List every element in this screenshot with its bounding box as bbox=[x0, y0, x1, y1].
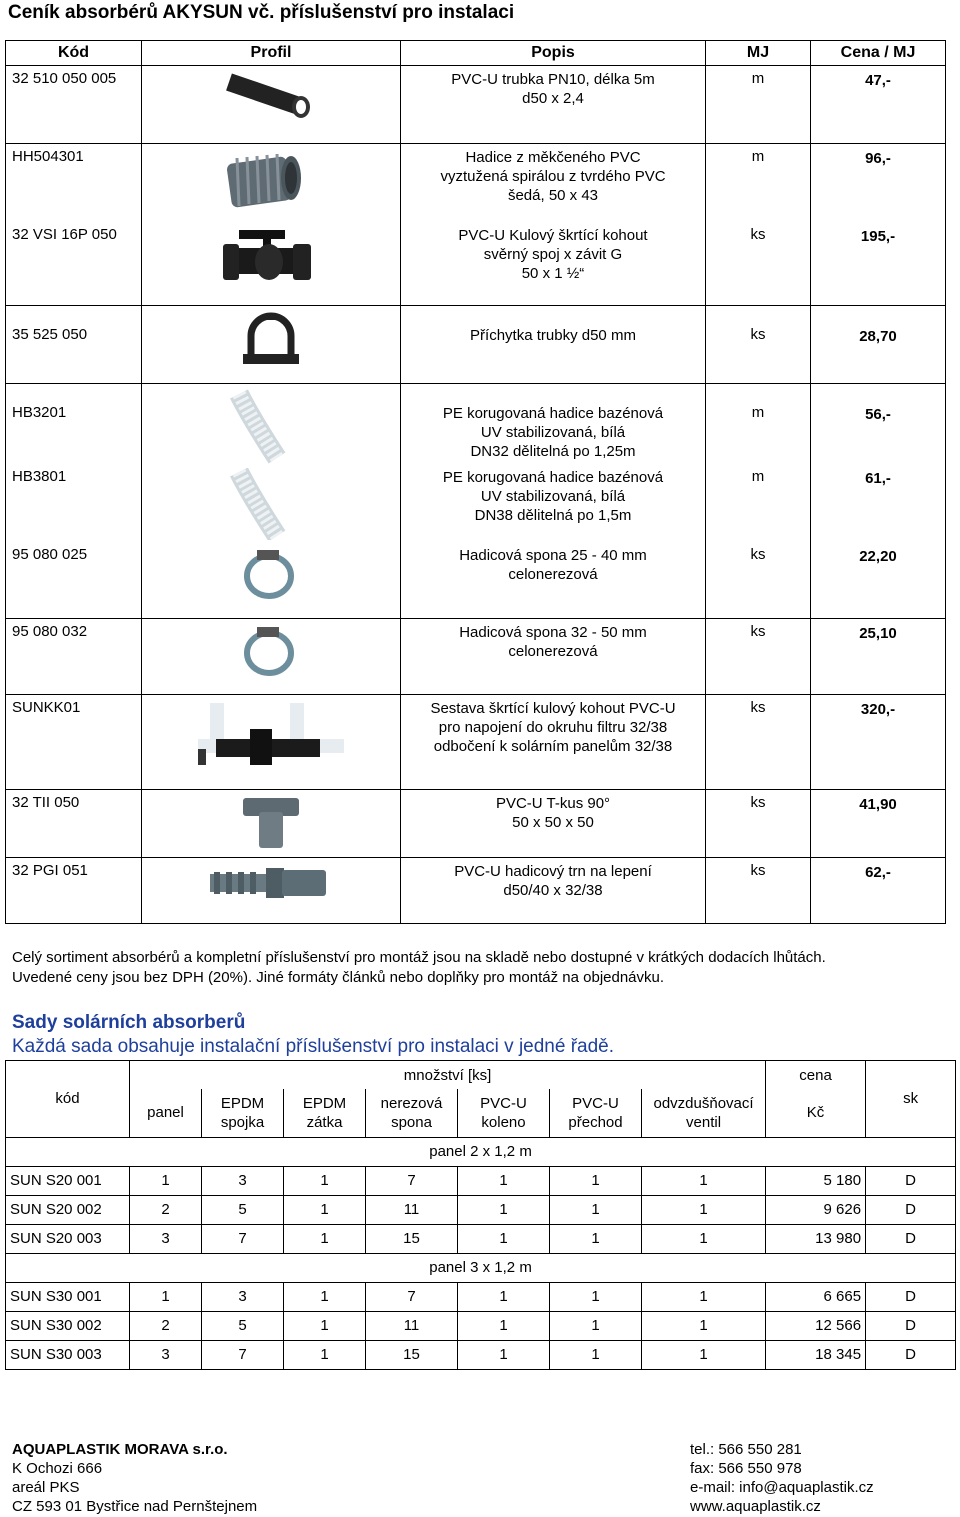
city: CZ 593 01 Bystřice nad Pernštejnem bbox=[12, 1498, 258, 1515]
set-code: SUN S30 002 bbox=[6, 1311, 130, 1340]
table-row bbox=[6, 66, 946, 144]
table-row bbox=[6, 857, 946, 923]
set-code: SUN S20 002 bbox=[6, 1195, 130, 1224]
group-label: panel 3 x 1,2 m bbox=[6, 1253, 956, 1282]
table-row bbox=[6, 1282, 956, 1311]
header-profil: Profil bbox=[142, 41, 401, 66]
cell: 1 bbox=[458, 1224, 550, 1253]
cell: 3 bbox=[130, 1224, 202, 1253]
set-price: 5 180 bbox=[766, 1166, 866, 1195]
cell: 1 bbox=[130, 1166, 202, 1195]
product-image bbox=[142, 306, 401, 384]
cell: 1 bbox=[284, 1282, 366, 1311]
unit: ks bbox=[706, 542, 811, 618]
group-label: panel 2 x 1,2 m bbox=[6, 1137, 956, 1166]
product-description: Hadicová spona 25 - 40 mm celonerezová bbox=[401, 542, 706, 618]
cell: 1 bbox=[642, 1195, 766, 1224]
cell: 1 bbox=[458, 1340, 550, 1369]
price: 62,- bbox=[811, 857, 946, 923]
cell: D bbox=[866, 1311, 956, 1340]
tee-fitting-icon bbox=[221, 794, 321, 852]
table-row bbox=[6, 1224, 956, 1253]
unit: ks bbox=[706, 789, 811, 857]
cell: 1 bbox=[550, 1224, 642, 1253]
cell: 1 bbox=[550, 1311, 642, 1340]
set-price: 6 665 bbox=[766, 1282, 866, 1311]
col-pvc-prechod: PVC-U přechod bbox=[550, 1089, 642, 1137]
table-row bbox=[6, 542, 946, 618]
product-description: PE korugovaná hadice bazénová UV stabilizovaná, bílá DN32 dělitelná po 1,25m bbox=[401, 384, 706, 465]
cell: D bbox=[866, 1195, 956, 1224]
cell: 1 bbox=[458, 1282, 550, 1311]
header-mj: MJ bbox=[706, 41, 811, 66]
cell: D bbox=[866, 1282, 956, 1311]
product-image bbox=[142, 384, 401, 465]
hose-clamp-icon bbox=[221, 623, 321, 681]
pipe-clip-icon bbox=[221, 310, 321, 372]
header-kc: Kč bbox=[766, 1089, 866, 1137]
availability-note: Celý sortiment absorbérů a kompletní příslušenství pro montáž jsou na skladě nebo dostupné v krátkých dodacích lhůtách. Uvedené ceny jsou bez DPH (20%). Jiné formáty článků nebo doplňky pro montáž na objednávku. bbox=[12, 949, 826, 986]
product-image bbox=[142, 464, 401, 542]
cell: 1 bbox=[284, 1224, 366, 1253]
product-image bbox=[142, 789, 401, 857]
set-code: SUN S20 001 bbox=[6, 1166, 130, 1195]
price: 320,- bbox=[811, 694, 946, 789]
set-price: 9 626 bbox=[766, 1195, 866, 1224]
email-link[interactable]: e-mail: info@aquaplastik.cz bbox=[690, 1479, 874, 1496]
table-row bbox=[6, 618, 946, 694]
unit: ks bbox=[706, 857, 811, 923]
sets-subtitle: Každá sada obsahuje instalační příslušenství pro instalaci v jedné řadě. bbox=[12, 1036, 615, 1057]
price: 195,- bbox=[811, 222, 946, 306]
cell: 1 bbox=[550, 1195, 642, 1224]
col-nerezova-spona: nerezová spona bbox=[366, 1089, 458, 1137]
table-row bbox=[6, 306, 946, 384]
unit: ks bbox=[706, 222, 811, 306]
product-description: Hadice z měkčeného PVC vyztužená spirálou z tvrdého PVC šedá, 50 x 43 bbox=[401, 144, 706, 222]
header-kod: kód bbox=[6, 1061, 130, 1138]
cell: D bbox=[866, 1224, 956, 1253]
cell: 3 bbox=[202, 1282, 284, 1311]
cell: 7 bbox=[366, 1166, 458, 1195]
cell: 1 bbox=[550, 1282, 642, 1311]
price: 96,- bbox=[811, 144, 946, 222]
table-row bbox=[6, 1340, 956, 1369]
cell: 11 bbox=[366, 1311, 458, 1340]
product-image bbox=[142, 694, 401, 789]
cell: 1 bbox=[458, 1195, 550, 1224]
set-price: 13 980 bbox=[766, 1224, 866, 1253]
cell: 7 bbox=[202, 1340, 284, 1369]
product-image bbox=[142, 542, 401, 618]
cell: 3 bbox=[202, 1166, 284, 1195]
table-row bbox=[6, 694, 946, 789]
header-sk: sk bbox=[866, 1061, 956, 1138]
col-epdm-zatka: EPDM zátka bbox=[284, 1089, 366, 1137]
product-code: 95 080 025 bbox=[6, 542, 142, 618]
set-code: SUN S20 003 bbox=[6, 1224, 130, 1253]
header-mnozstvi: množství [ks] bbox=[130, 1061, 766, 1090]
hose-clamp-icon bbox=[221, 546, 321, 604]
unit: ks bbox=[706, 694, 811, 789]
unit: m bbox=[706, 464, 811, 542]
gray-hose-icon bbox=[221, 148, 321, 214]
unit: ks bbox=[706, 306, 811, 384]
set-price: 12 566 bbox=[766, 1311, 866, 1340]
table-row bbox=[6, 144, 946, 222]
header-kod: Kód bbox=[6, 41, 142, 66]
product-description: PVC-U T-kus 90° 50 x 50 x 50 bbox=[401, 789, 706, 857]
product-image bbox=[142, 222, 401, 306]
header-cena: cena bbox=[766, 1061, 866, 1090]
cell: 1 bbox=[642, 1282, 766, 1311]
product-description: PVC-U hadicový trn na lepení d50/40 x 32/38 bbox=[401, 857, 706, 923]
cell: 1 bbox=[642, 1166, 766, 1195]
col-epdm-spojka: EPDM spojka bbox=[202, 1089, 284, 1137]
unit: m bbox=[706, 384, 811, 465]
unit: ks bbox=[706, 618, 811, 694]
cell: 1 bbox=[284, 1166, 366, 1195]
price: 56,- bbox=[811, 384, 946, 465]
product-code: 35 525 050 bbox=[6, 306, 142, 384]
header-popis: Popis bbox=[401, 41, 706, 66]
unit: m bbox=[706, 66, 811, 144]
hose-barb-icon bbox=[206, 862, 336, 908]
product-code: 32 TII 050 bbox=[6, 789, 142, 857]
product-image bbox=[142, 618, 401, 694]
product-description: Sestava škrtící kulový kohout PVC-U pro napojení do okruhu filtru 32/38 odbočení k solárním panelům 32/38 bbox=[401, 694, 706, 789]
cell: 5 bbox=[202, 1311, 284, 1340]
cell: 3 bbox=[130, 1340, 202, 1369]
company-contacts bbox=[690, 1440, 874, 1516]
cell: 1 bbox=[642, 1224, 766, 1253]
cell: 7 bbox=[366, 1282, 458, 1311]
unit: m bbox=[706, 144, 811, 222]
page-title: Ceník absorbérů AKYSUN vč. příslušenství pro instalaci bbox=[8, 2, 515, 23]
table-row bbox=[6, 384, 946, 465]
pipe-icon bbox=[221, 70, 321, 130]
product-image bbox=[142, 66, 401, 144]
cell: 1 bbox=[130, 1282, 202, 1311]
product-code: 32 PGI 051 bbox=[6, 857, 142, 923]
cell: 7 bbox=[202, 1224, 284, 1253]
product-code: 32 510 050 005 bbox=[6, 66, 142, 144]
cell: 1 bbox=[458, 1166, 550, 1195]
cell: 1 bbox=[284, 1195, 366, 1224]
sets-table bbox=[5, 1060, 956, 1370]
cell: 1 bbox=[458, 1311, 550, 1340]
price: 22,20 bbox=[811, 542, 946, 618]
cell: 15 bbox=[366, 1340, 458, 1369]
product-code: 32 VSI 16P 050 bbox=[6, 222, 142, 306]
fax: fax: 566 550 978 bbox=[690, 1460, 802, 1477]
col-panel: panel bbox=[130, 1089, 202, 1137]
product-description: PVC-U Kulový škrtící kohout svěrný spoj x závit G 50 x 1 ½“ bbox=[401, 222, 706, 306]
ball-valve-icon bbox=[221, 226, 321, 288]
product-code: SUNKK01 bbox=[6, 694, 142, 789]
table-row bbox=[6, 222, 946, 306]
header-cena: Cena / MJ bbox=[811, 41, 946, 66]
price-table bbox=[5, 40, 946, 924]
cell: 1 bbox=[642, 1340, 766, 1369]
table-row bbox=[6, 1166, 956, 1195]
cell: 15 bbox=[366, 1224, 458, 1253]
price: 47,- bbox=[811, 66, 946, 144]
website-link[interactable]: www.aquaplastik.cz bbox=[690, 1498, 821, 1515]
col-pvc-koleno: PVC-U koleno bbox=[458, 1089, 550, 1137]
company-address bbox=[12, 1440, 257, 1516]
valve-assembly-icon bbox=[196, 699, 346, 771]
cell: D bbox=[866, 1166, 956, 1195]
cell: 5 bbox=[202, 1195, 284, 1224]
product-code: HH504301 bbox=[6, 144, 142, 222]
product-description: PVC-U trubka PN10, délka 5m d50 x 2,4 bbox=[401, 66, 706, 144]
white-hose-icon bbox=[221, 388, 321, 464]
table-row bbox=[6, 1195, 956, 1224]
cell: 1 bbox=[642, 1311, 766, 1340]
cell: 1 bbox=[550, 1340, 642, 1369]
sets-title: Sady solárních absorberů bbox=[12, 1012, 246, 1033]
table-row bbox=[6, 464, 946, 542]
product-description: Hadicová spona 32 - 50 mm celonerezová bbox=[401, 618, 706, 694]
white-hose-icon bbox=[221, 468, 321, 540]
set-price: 18 345 bbox=[766, 1340, 866, 1369]
price: 28,70 bbox=[811, 306, 946, 384]
product-description: PE korugovaná hadice bazénová UV stabilizovaná, bílá DN38 dělitelná po 1,5m bbox=[401, 464, 706, 542]
phone: tel.: 566 550 281 bbox=[690, 1441, 802, 1458]
cell: 2 bbox=[130, 1195, 202, 1224]
col-odvzdusnovaci-ventil: odvzdušňovací ventil bbox=[642, 1089, 766, 1137]
product-description: Příchytka trubky d50 mm bbox=[401, 306, 706, 384]
cell: 2 bbox=[130, 1311, 202, 1340]
set-code: SUN S30 003 bbox=[6, 1340, 130, 1369]
company-name: AQUAPLASTIK MORAVA s.r.o. bbox=[12, 1441, 228, 1458]
price: 61,- bbox=[811, 464, 946, 542]
product-code: 95 080 032 bbox=[6, 618, 142, 694]
product-code: HB3801 bbox=[6, 464, 142, 542]
cell: 1 bbox=[284, 1340, 366, 1369]
cell: 1 bbox=[284, 1311, 366, 1340]
table-row bbox=[6, 1311, 956, 1340]
product-image bbox=[142, 144, 401, 222]
price: 41,90 bbox=[811, 789, 946, 857]
set-code: SUN S30 001 bbox=[6, 1282, 130, 1311]
product-image bbox=[142, 857, 401, 923]
price: 25,10 bbox=[811, 618, 946, 694]
table-row bbox=[6, 789, 946, 857]
area: areál PKS bbox=[12, 1479, 80, 1496]
cell: 1 bbox=[550, 1166, 642, 1195]
cell: 11 bbox=[366, 1195, 458, 1224]
cell: D bbox=[866, 1340, 956, 1369]
product-code: HB3201 bbox=[6, 384, 142, 465]
street: K Ochozi 666 bbox=[12, 1460, 103, 1477]
